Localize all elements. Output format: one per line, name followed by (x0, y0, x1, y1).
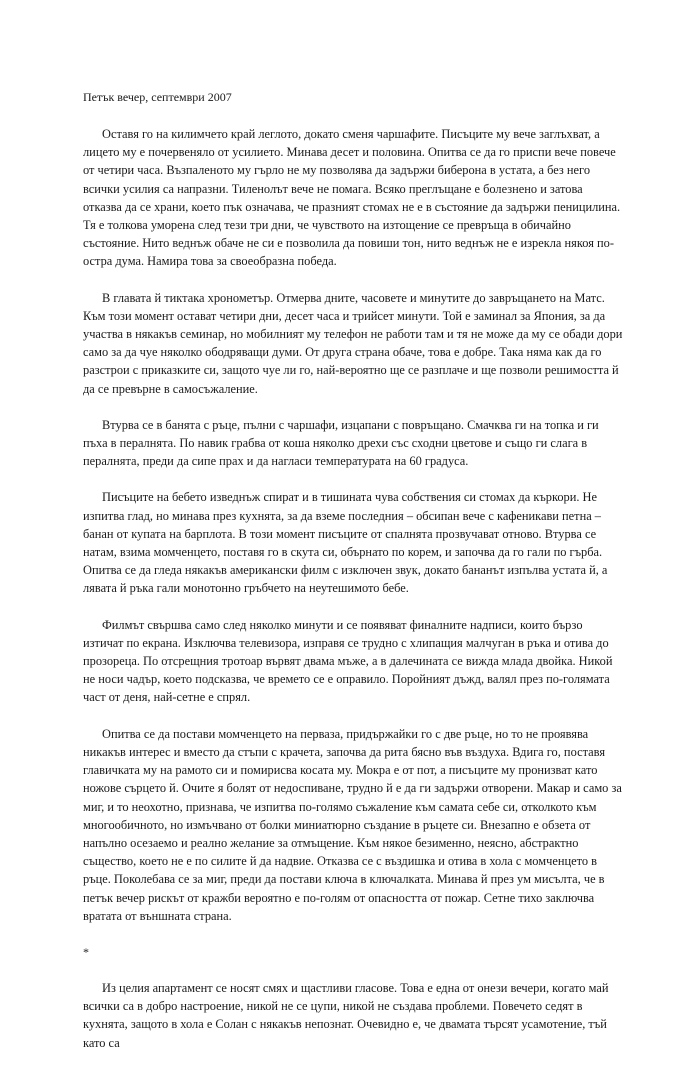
document-heading: Петък вечер, септември 2007 (83, 90, 232, 104)
paragraph: В главата й тиктака хронометър. Отмерва дните, часовете и минутите до завръщането на Матс. Към този момент остават четири дни, десет часа и трийсет минути. Той е заминал за Япония, за да участва в някакъв семинар, но мобилният му телефон не работи там и тя не може да му се обади дори само за да чуе няколко ободряващи думи. От друга страна обаче, това е добре. Така няма как да го разстрои с приказките си, защото чуе ли го, най-вероятно ще се разплаче и ще позволи решимостта й да се превърне в самосъжаление. (83, 290, 623, 396)
paragraph: Писъците на бебето изведнъж спират и в тишината чува собствения си стомах да къркори. Не изпитва глад, но минава през кухнята, за да вземе последния – обсипан вече с кафеникави петна – банан от купата на барплота. В този момент писъците от спалнята прозвучават отново. Втурва се натам, взима момченцето, поставя го в скута си, обърнато по корем, и започва да го гали по гърба. Опитва се да гледа някакъв американски филм с изключен звук, докато бананът изпълва устата й, а лявата й ръка гали монотонно гръбчето на неутешимото бебе. (83, 490, 608, 596)
paragraph: Втурва се в банята с ръце, пълни с чаршафи, изцапани с повръщано. Смачква ги на топка и ги пъха в пералнята. По навик грабва от коша няколко дрехи със сходни цветове и също ги слага в пералнята, преди да сипе прах и да нагласи температурата на 60 градуса. (83, 417, 599, 469)
paragraph: Филмът свършва само след няколко минути и се появяват финалните надписи, които бързо изтичат по екрана. Изключва телевизора, изправя се трудно с хлипащия малчуган в ръка и отива до прозореца. По отсрещния тротоар вървят двама мъже, а в далечината се вижда млада двойка. Никой не носи чадър, което подсказва, че времето се е оправило. Поройният дъжд, валял през по-голямата част от деня, най-сетне е спрял. (83, 617, 613, 705)
paragraph: Оставя го на килимчето край леглото, докато сменя чаршафите. Писъците му вече заглъхват, а лицето му е почервеняло от усилието. Минава десет и половина. Опитва се да го приспи вече повече от четири часа. Възпаленото му гърло не му позволява да задържи биберона в устата, а без него всички усилия са напразни. Тиленолът вече не помага. Всяко преглъщане е болезнено и затова отказва да се храни, което пък означава, че празният стомах не е в състояние да задържи пеницилина. Тя е толкова уморена след тези три дни, че чувството на изтощение се превръща в обичайно състояние. Нито веднъж обаче не си е позволила да повиши тон, нито веднъж не е изрекла някоя по-остра дума. Намира това за своеобразна победа. (83, 127, 621, 269)
document-body (83, 125, 623, 1070)
section-separator: * (83, 944, 89, 959)
paragraph: Опитва се да постави момченцето на перваза, придържайки го с две ръце, но то не проявява никакъв интерес и вместо да стъпи с крачета, започва да рита бясно във въздуха. Вдига го, поставя главичката му на рамото си и помирисва косата му. Мокра е от пот, а писъците му пронизват като ножове сърцето й. Очите я болят от недоспиване, трудно й е да ги задържи отворени. Макар и само за миг, и то неохотно, признава, че изпитва по-голямо съжаление към самата себе си, отколкото към многообичното, но измъчвано от болки миниатюрно създание в ръцете си. Внезапно е обзета от напълно осезаемо и реално желание за отмъщение. Към някое безименно, неясно, абстрактно същество, което не е по силите й да надвие. Отказва се с въздишка и отива в хола с момченцето в ръце. Поколебава се за миг, преди да постави ключа в ключалката. Минава й през ум мисълта, че в петък вечер рискът от кражби вероятно е по-голям от опасността от пожар. Сетне тихо заключва вратата от външната страна. (83, 726, 622, 923)
paragraph: Из целия апартамент се носят смях и щастливи гласове. Това е една от онези вечери, когато май всички са в добро настроение, никой не се цупи, никой не създава проблеми. Повечето седят в кухнята, защото в хола е Солан с някакъв непознат. Очевидно е, че двамата търсят усамотение, тъй като са (83, 980, 609, 1050)
